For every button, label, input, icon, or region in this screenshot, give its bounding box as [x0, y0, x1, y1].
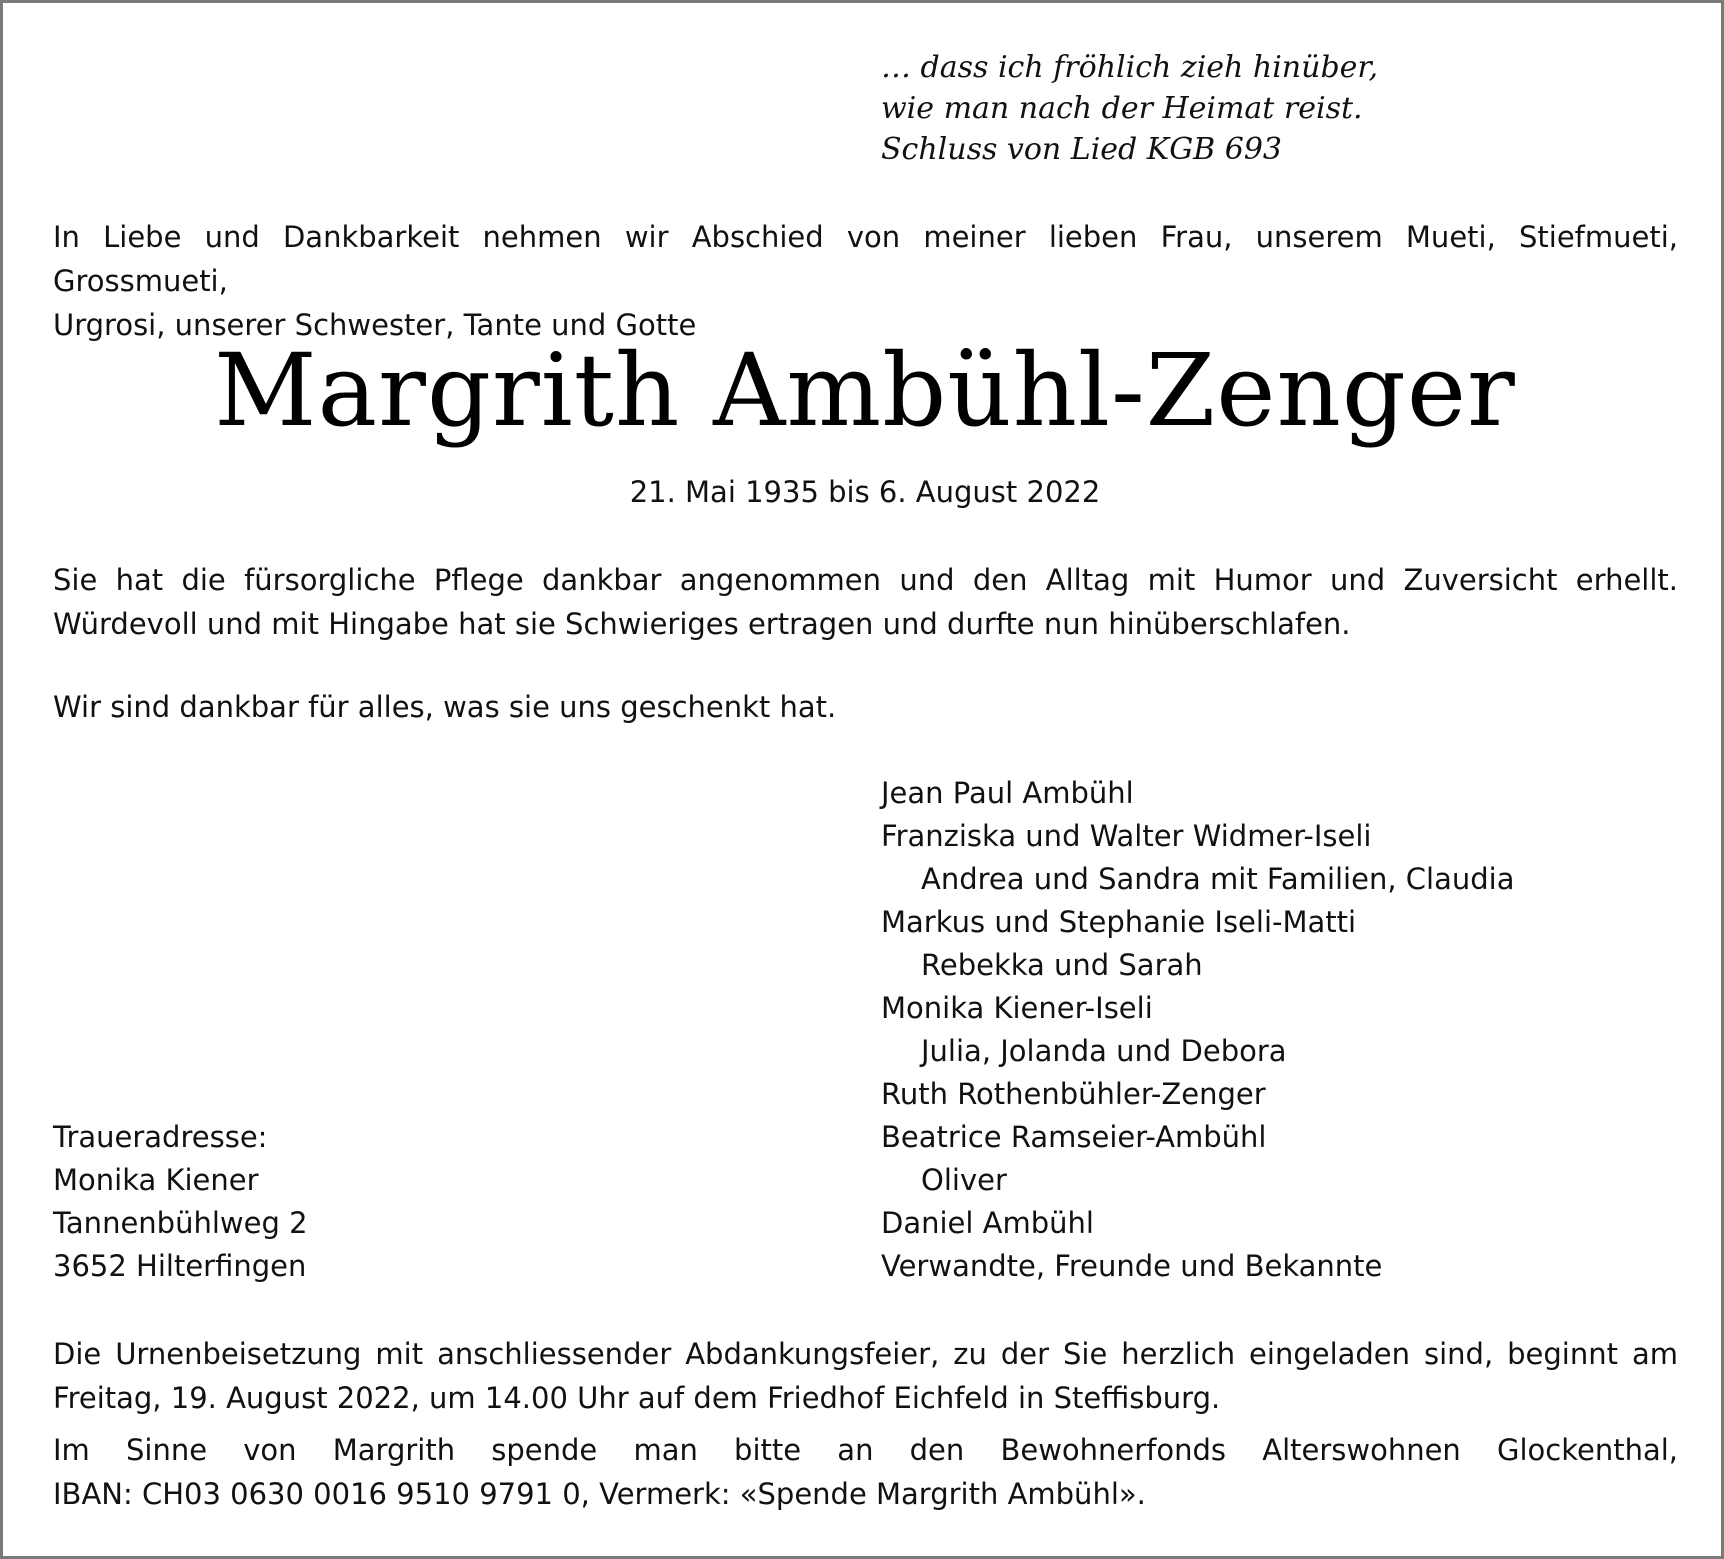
intro-paragraph [53, 215, 1678, 347]
tribute-line-1: Sie hat die fürsorgliche Pflege dankbar angenommen und den Alltag mit Humor und Zuversicht erhellt. [53, 563, 1678, 597]
tribute-paragraph [53, 558, 1678, 646]
address-label: Traueradresse: [53, 1120, 268, 1154]
quote-line-1: … dass ich fröhlich zieh hinüber, [881, 50, 1378, 85]
mourner-entry: Beatrice Ramseier-Ambühl [881, 1120, 1267, 1154]
mourner-entry: Rebekka und Sarah [921, 948, 1203, 982]
ceremony-paragraph [53, 1332, 1678, 1420]
hymn-quote [881, 47, 1378, 170]
ceremony-line-1: Die Urnenbeisetzung mit anschliessender Abdankungsfeier, zu der Sie herzlich eingeladen sind, beginnt am [53, 1337, 1678, 1371]
mourner-entry: Franziska und Walter Widmer-Iseli [881, 819, 1372, 853]
donation-line-2: IBAN: CH03 0630 0016 9510 9791 0, Vermerk: «Spende Margrith Ambühl». [53, 1477, 1146, 1511]
address-city: 3652 Hilterfingen [53, 1249, 307, 1283]
mourner-entry: Oliver [921, 1163, 1007, 1197]
mourner-entry: Jean Paul Ambühl [881, 776, 1134, 810]
mourners-list [881, 772, 1514, 1288]
mourner-entry: Julia, Jolanda und Debora [921, 1034, 1287, 1068]
intro-line-1: In Liebe und Dankbarkeit nehmen wir Abschied von meiner lieben Frau, unserem Mueti, Stiefmueti, Grossmueti, [53, 220, 1678, 298]
quote-line-2: wie man nach der Heimat reist. [881, 91, 1363, 126]
mourner-entry: Verwandte, Freunde und Bekannte [881, 1249, 1383, 1283]
ceremony-line-2: Freitag, 19. August 2022, um 14.00 Uhr auf dem Friedhof Eichfeld in Steffisburg. [53, 1381, 1221, 1415]
mourner-entry: Andrea und Sandra mit Familien, Claudia [921, 862, 1515, 896]
life-dates: 21. Mai 1935 bis 6. August 2022 [629, 475, 1101, 509]
gratitude-paragraph: Wir sind dankbar für alles, was sie uns geschenkt hat. [53, 690, 837, 724]
mourner-entry: Monika Kiener-Iseli [881, 991, 1153, 1025]
mourner-entry: Daniel Ambühl [881, 1206, 1094, 1240]
quote-source: Schluss von Lied KGB 693 [881, 132, 1283, 167]
address-name: Monika Kiener [53, 1163, 259, 1197]
mourner-entry: Markus und Stephanie Iseli-Matti [881, 905, 1357, 939]
tribute-line-2: Würdevoll und mit Hingabe hat sie Schwieriges ertragen und durfte nun hinüberschlafen. [53, 607, 1351, 641]
donation-line-1: Im Sinne von Margrith spende man bitte an den Bewohnerfonds Alterswohnen Glockenthal, [53, 1433, 1678, 1467]
mourning-address [53, 1116, 308, 1288]
mourner-entry: Ruth Rothenbühler-Zenger [881, 1077, 1266, 1111]
donation-paragraph [53, 1428, 1678, 1516]
intro-line-2: Urgrosi, unserer Schwester, Tante und Gotte [53, 308, 697, 342]
deceased-name: Margrith Ambühl-Zenger [214, 332, 1516, 449]
address-street: Tannenbühlweg 2 [53, 1206, 308, 1240]
